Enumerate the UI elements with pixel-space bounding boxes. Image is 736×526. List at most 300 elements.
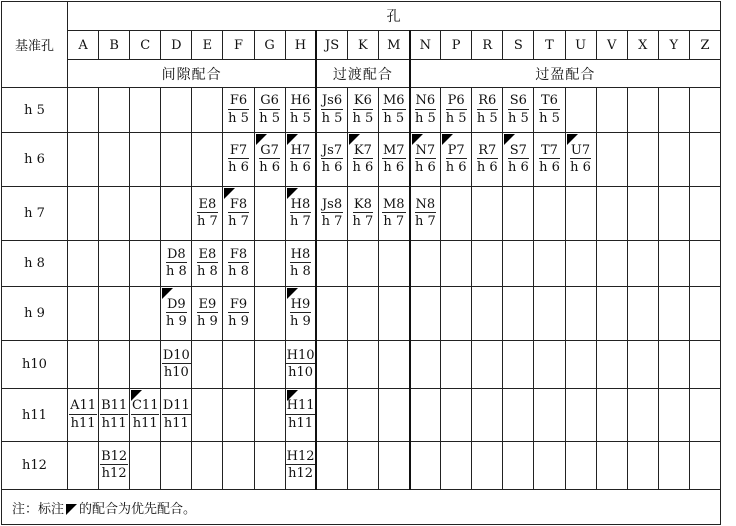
fit-cell: [192, 442, 223, 490]
fit-cell: [316, 389, 347, 442]
shaft-tolerance-label: h 8: [2, 241, 68, 287]
fit-fraction: [162, 399, 191, 431]
fit-cell: [316, 187, 347, 241]
fit-fraction: [197, 198, 218, 230]
fit-cell: [347, 287, 378, 341]
fit-cell: [254, 287, 285, 341]
fit-cell: [472, 187, 503, 241]
fit-shaft-tolerance: h 6: [352, 160, 374, 175]
fit-cell: [658, 241, 689, 287]
fit-fraction: [508, 94, 529, 126]
fit-shaft-tolerance: h 5: [321, 110, 343, 126]
fit-shaft-tolerance: h 6: [290, 160, 311, 175]
fit-cell: [627, 442, 658, 490]
fit-cell: [441, 187, 472, 241]
fit-shaft-tolerance: h 7: [228, 214, 249, 229]
fit-fraction: [100, 450, 128, 482]
fit-shaft-tolerance: h 8: [197, 264, 218, 279]
basic-shaft-fit-table: [1, 1, 721, 525]
fit-hole-tolerance: Js6: [321, 93, 343, 109]
fit-hole-tolerance: Js8: [321, 196, 343, 212]
fit-cell: [68, 442, 99, 490]
fit-hole-tolerance: R6: [478, 93, 497, 109]
table-row: [2, 389, 721, 442]
fit-fraction: [539, 94, 560, 126]
fit-cell: [472, 341, 503, 389]
fit-hole-tolerance: H10: [286, 347, 315, 363]
fit-cell: [161, 241, 192, 287]
fit-cell: [472, 241, 503, 287]
fit-hole-tolerance: T7: [540, 142, 558, 158]
fit-cell: [285, 88, 316, 133]
column-header: JS: [316, 31, 347, 60]
fit-cell: [99, 133, 130, 187]
fit-cell: [441, 341, 472, 389]
fit-fraction: [290, 144, 312, 176]
fit-shaft-tolerance: h 9: [290, 314, 311, 329]
fit-fraction: [477, 94, 498, 126]
fit-cell: [99, 389, 130, 442]
fit-cell: [192, 287, 223, 341]
fit-shaft-tolerance: h12: [288, 466, 314, 481]
fit-cell: [161, 88, 192, 133]
fit-cell: [689, 133, 720, 187]
fit-hole-tolerance: H7: [290, 142, 311, 158]
fit-cell: [503, 133, 534, 187]
fit-cell: [503, 341, 534, 389]
fit-shaft-tolerance: h 8: [290, 264, 311, 279]
fit-fraction: [415, 94, 437, 126]
fit-hole-tolerance: H9: [290, 296, 311, 312]
table-row: [2, 287, 721, 341]
fit-cell: [503, 287, 534, 341]
fit-shaft-tolerance: h 9: [165, 314, 187, 329]
fit-hole-tolerance: A11: [70, 398, 97, 414]
fit-shaft-tolerance: h 7: [290, 214, 311, 229]
fit-cell: [347, 341, 378, 389]
fit-fraction: [508, 144, 529, 176]
fit-cell: [285, 287, 316, 341]
fit-fraction: [290, 198, 312, 230]
fit-fraction: [321, 94, 343, 126]
fit-shaft-tolerance: h11: [132, 415, 158, 431]
fit-shaft-tolerance: h 5: [228, 110, 249, 126]
fit-cell: [130, 187, 161, 241]
shaft-tolerance-label: h10: [2, 341, 68, 389]
fit-shaft-tolerance: h12: [101, 466, 127, 481]
fit-cell: [534, 88, 565, 133]
fit-shaft-tolerance: h 6: [570, 160, 591, 175]
fit-cell: [316, 133, 347, 187]
fit-shaft-tolerance: h11: [101, 415, 127, 431]
column-header: E: [192, 31, 223, 60]
fit-fraction: [259, 94, 280, 126]
fit-fraction: [259, 144, 280, 176]
fit-cell: [472, 442, 503, 490]
column-header: D: [161, 31, 192, 60]
fit-shaft-tolerance: h 5: [290, 110, 311, 126]
fit-cell: [503, 389, 534, 442]
fit-cell: [347, 133, 378, 187]
fit-cell: [410, 287, 441, 341]
shaft-tolerance-label: h 5: [2, 88, 68, 133]
fit-cell: [596, 88, 627, 133]
fit-hole-tolerance: F6: [229, 93, 248, 109]
fit-shaft-tolerance: h11: [288, 415, 314, 431]
fit-cell: [161, 442, 192, 490]
fit-cell: [658, 133, 689, 187]
fit-cell: [503, 187, 534, 241]
fit-fraction: [286, 349, 316, 381]
column-header: N: [410, 31, 441, 60]
fit-cell: [99, 241, 130, 287]
preferred-fit-marker-icon: [287, 134, 298, 145]
fit-hole-tolerance: K7: [353, 142, 372, 158]
fit-cell: [534, 341, 565, 389]
preferred-fit-marker-icon: [287, 188, 298, 199]
fit-fraction: [166, 248, 187, 280]
fit-hole-tolerance: Js7: [321, 142, 343, 158]
fit-cell: [596, 187, 627, 241]
fit-cell: [347, 187, 378, 241]
fit-fraction: [290, 298, 312, 330]
fit-cell: [441, 241, 472, 287]
fit-cell: [254, 442, 285, 490]
preferred-fit-marker-icon: [162, 288, 173, 299]
fit-cell: [130, 442, 161, 490]
column-header: P: [441, 31, 472, 60]
fit-cell: [68, 133, 99, 187]
fit-fraction: [228, 144, 249, 176]
fit-hole-tolerance: D11: [162, 398, 190, 414]
fit-fraction: [290, 248, 312, 280]
fit-fraction: [286, 450, 316, 482]
fit-cell: [223, 187, 254, 241]
fit-cell: [503, 88, 534, 133]
fit-fraction: [131, 399, 160, 431]
fit-group-label: 间隙配合: [68, 60, 317, 88]
fit-cell: [441, 389, 472, 442]
fit-shaft-tolerance: h 8: [228, 264, 249, 279]
fit-hole-tolerance: H12: [286, 448, 315, 464]
fit-cell: [565, 133, 596, 187]
fit-cell: [68, 389, 99, 442]
fit-cell: [99, 88, 130, 133]
fit-cell: [99, 341, 130, 389]
fit-hole-tolerance: E8: [198, 246, 217, 262]
fit-cell: [627, 133, 658, 187]
fit-cell: [68, 287, 99, 341]
fit-group-label: 过盈配合: [410, 60, 721, 88]
table-row: [2, 341, 721, 389]
fit-shaft-tolerance: h 7: [383, 214, 405, 229]
column-header: Y: [658, 31, 689, 60]
fit-hole-tolerance: F9: [229, 296, 248, 312]
fit-cell: [596, 241, 627, 287]
fit-cell: [627, 341, 658, 389]
fit-cell: [130, 341, 161, 389]
fit-cell: [658, 442, 689, 490]
fit-cell: [192, 389, 223, 442]
fit-fraction: [290, 94, 312, 126]
table-row: [2, 187, 721, 241]
fit-cell: [192, 88, 223, 133]
fit-cell: [627, 389, 658, 442]
fit-cell: [254, 133, 285, 187]
fit-fraction: [321, 198, 343, 230]
fit-cell: [689, 341, 720, 389]
fit-cell: [99, 442, 130, 490]
column-header: S: [503, 31, 534, 60]
fit-shaft-tolerance: h 7: [414, 214, 436, 229]
fit-cell: [254, 389, 285, 442]
column-header: V: [596, 31, 627, 60]
fit-cell: [347, 389, 378, 442]
fit-cell: [316, 341, 347, 389]
fit-cell: [285, 389, 316, 442]
fit-shaft-tolerance: h 9: [228, 314, 249, 329]
fit-cell: [68, 341, 99, 389]
column-header: C: [130, 31, 161, 60]
column-header: A: [68, 31, 99, 60]
fit-cell: [378, 442, 409, 490]
fit-shaft-tolerance: h 8: [165, 264, 187, 279]
fit-fraction: [228, 94, 249, 126]
fit-hole-tolerance: D8: [166, 246, 186, 262]
fit-cell: [410, 389, 441, 442]
fit-hole-tolerance: M6: [382, 93, 405, 109]
fit-fraction: [353, 144, 374, 176]
fit-fraction: [197, 298, 218, 330]
fit-cell: [410, 341, 441, 389]
fit-fraction: [353, 198, 374, 230]
fit-cell: [161, 133, 192, 187]
fit-cell: [472, 88, 503, 133]
fit-hole-tolerance: D10: [162, 347, 190, 363]
fit-cell: [534, 389, 565, 442]
fit-cell: [534, 133, 565, 187]
fit-hole-tolerance: S6: [509, 93, 527, 109]
fit-fraction: [321, 144, 343, 176]
fit-cell: [378, 287, 409, 341]
fit-cell: [223, 133, 254, 187]
fit-cell: [565, 241, 596, 287]
fit-cell: [689, 187, 720, 241]
fit-hole-tolerance: G6: [260, 93, 279, 109]
fit-hole-tolerance: H8: [290, 246, 311, 262]
fit-fraction: [415, 198, 437, 230]
fit-cell: [503, 442, 534, 490]
fit-cell: [441, 88, 472, 133]
fit-cell: [472, 133, 503, 187]
fit-shaft-tolerance: h 6: [476, 160, 498, 175]
fit-fraction: [162, 349, 191, 381]
fit-cell: [130, 389, 161, 442]
fit-cell: [565, 287, 596, 341]
fit-hole-tolerance: P7: [447, 142, 465, 158]
preferred-fit-marker-icon: [224, 188, 235, 199]
fit-shaft-tolerance: h 5: [539, 110, 560, 126]
fit-cell: [347, 88, 378, 133]
fit-cell: [596, 389, 627, 442]
fit-cell: [627, 241, 658, 287]
preferred-fit-marker-icon: [287, 288, 298, 299]
fit-fraction: [353, 94, 374, 126]
fit-cell: [565, 389, 596, 442]
fit-shaft-tolerance: h 5: [507, 110, 529, 126]
fit-shaft-tolerance: h 5: [383, 110, 405, 126]
fit-hole-tolerance: U7: [570, 142, 591, 158]
fit-cell: [130, 287, 161, 341]
preferred-fit-marker-icon: [256, 134, 267, 145]
fit-fraction: [100, 399, 128, 431]
fit-cell: [378, 187, 409, 241]
fit-hole-tolerance: E9: [198, 296, 217, 312]
fit-cell: [472, 389, 503, 442]
fit-cell: [285, 442, 316, 490]
fit-cell: [658, 187, 689, 241]
preferred-fit-marker-icon: [412, 134, 423, 145]
fit-hole-tolerance: F8: [229, 196, 248, 212]
fit-cell: [223, 88, 254, 133]
fit-shaft-tolerance: h 6: [539, 160, 560, 175]
fit-fraction: [166, 298, 187, 330]
fit-hole-tolerance: K6: [353, 93, 372, 109]
preferred-fit-marker-icon: [504, 134, 515, 145]
fit-cell: [254, 187, 285, 241]
fit-cell: [534, 442, 565, 490]
fit-cell: [627, 88, 658, 133]
shaft-tolerance-label: h 9: [2, 287, 68, 341]
fit-cell: [316, 88, 347, 133]
fit-fraction: [197, 248, 218, 280]
fit-cell: [410, 133, 441, 187]
fit-shaft-tolerance: h 6: [414, 160, 436, 175]
fit-shaft-tolerance: h 6: [507, 160, 529, 175]
fit-cell: [99, 287, 130, 341]
fit-hole-tolerance: N7: [415, 142, 436, 158]
fit-hole-tolerance: G7: [260, 142, 279, 158]
column-header: R: [472, 31, 503, 60]
fit-hole-tolerance: N6: [415, 93, 436, 109]
preferred-fit-marker-icon: [131, 390, 142, 401]
fit-cell: [161, 389, 192, 442]
fit-cell: [68, 241, 99, 287]
fit-hole-tolerance: B11: [101, 398, 128, 414]
fit-fraction: [228, 298, 249, 330]
preferred-fit-marker-icon: [349, 134, 360, 145]
fit-cell: [68, 88, 99, 133]
fit-cell: [161, 341, 192, 389]
fit-cell: [689, 442, 720, 490]
fit-fraction: [382, 144, 406, 176]
fit-cell: [410, 187, 441, 241]
column-header: X: [627, 31, 658, 60]
fit-cell: [223, 241, 254, 287]
fit-cell: [68, 187, 99, 241]
fit-shaft-tolerance: h 5: [445, 110, 467, 126]
fit-cell: [627, 287, 658, 341]
footnote-text-after: 的配合为优先配合。: [79, 501, 197, 517]
column-header: K: [347, 31, 378, 60]
fit-cell: [596, 133, 627, 187]
fit-shaft-tolerance: h 6: [383, 160, 405, 175]
fit-cell: [534, 187, 565, 241]
fit-cell: [596, 287, 627, 341]
fit-shaft-tolerance: h 6: [321, 160, 343, 175]
fit-cell: [378, 88, 409, 133]
fit-shaft-tolerance: h 5: [352, 110, 374, 126]
fit-shaft-tolerance: h10: [288, 365, 314, 380]
fit-shaft-tolerance: h 5: [476, 110, 498, 126]
column-header: F: [223, 31, 254, 60]
fit-cell: [285, 241, 316, 287]
fit-cell: [689, 241, 720, 287]
shaft-tolerance-label: h 7: [2, 187, 68, 241]
fit-cell: [254, 341, 285, 389]
fit-cell: [378, 389, 409, 442]
fit-cell: [316, 442, 347, 490]
fit-cell: [285, 133, 316, 187]
fit-cell: [410, 442, 441, 490]
table-row: [2, 133, 721, 187]
fit-cell: [503, 241, 534, 287]
fit-cell: [410, 88, 441, 133]
fit-cell: [689, 88, 720, 133]
fit-cell: [223, 287, 254, 341]
fit-hole-tolerance: R7: [478, 142, 497, 158]
fit-cell: [689, 389, 720, 442]
column-header: H: [285, 31, 316, 60]
fit-cell: [658, 389, 689, 442]
column-header: M: [378, 31, 409, 60]
fit-hole-tolerance: N8: [415, 196, 436, 212]
shaft-tolerance-label: h11: [2, 389, 68, 442]
fit-cell: [192, 341, 223, 389]
hole-title: 孔: [68, 2, 721, 31]
fit-cell: [658, 88, 689, 133]
fit-cell: [316, 287, 347, 341]
column-header: T: [534, 31, 565, 60]
fit-hole-tolerance: C11: [131, 398, 159, 414]
fit-fraction: [415, 144, 437, 176]
fit-hole-tolerance: B12: [101, 448, 128, 464]
fit-cell: [658, 341, 689, 389]
fit-fraction: [477, 144, 498, 176]
fit-fraction: [446, 144, 467, 176]
fit-cell: [347, 442, 378, 490]
fit-hole-tolerance: T6: [540, 93, 558, 109]
fit-cell: [99, 187, 130, 241]
column-header: B: [99, 31, 130, 60]
preferred-fit-marker-icon: [287, 390, 298, 401]
fit-cell: [534, 287, 565, 341]
fit-hole-tolerance: H11: [286, 398, 315, 414]
fit-cell: [378, 241, 409, 287]
preferred-fit-marker-icon: [567, 134, 578, 145]
fit-cell: [254, 88, 285, 133]
fit-cell: [130, 241, 161, 287]
footnote-text-before: 注：标注: [12, 501, 65, 517]
fit-cell: [254, 241, 285, 287]
column-header: G: [254, 31, 285, 60]
fit-hole-tolerance: P6: [447, 93, 465, 109]
fit-shaft-tolerance: h 5: [414, 110, 436, 126]
shaft-tolerance-label: h12: [2, 442, 68, 490]
table-row: [2, 241, 721, 287]
preferred-fit-marker-icon: [442, 134, 453, 145]
fit-hole-tolerance: F8: [229, 246, 248, 262]
